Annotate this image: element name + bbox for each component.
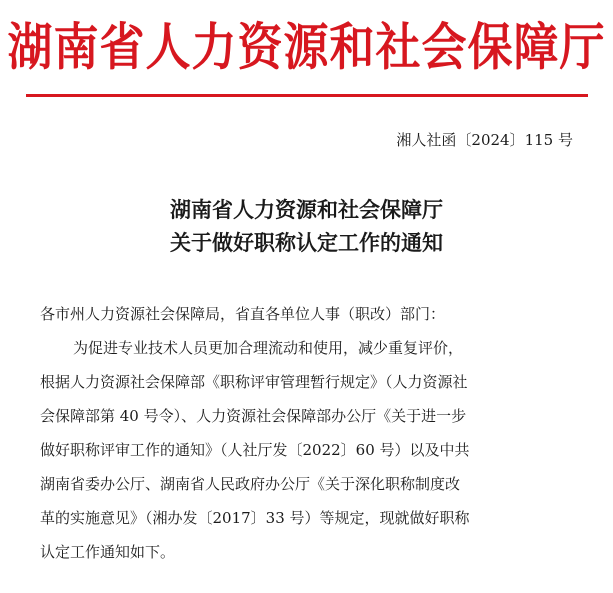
body-line-3: 会保障部第 40 号令）、人力资源社会保障部办公厅《关于进一步 bbox=[40, 407, 467, 425]
addressee: 各市州人力资源社会保障局，省直各单位人事（职改）部门： bbox=[40, 305, 446, 323]
document-number: 湘人社函〔2024〕115 号 bbox=[396, 131, 573, 149]
masthead-red-rule bbox=[26, 94, 588, 97]
body-line-1: 为促进专业技术人员更加合理流动和使用，减少重复评价， bbox=[73, 339, 464, 357]
body-line-7: 认定工作通知如下。 bbox=[40, 543, 176, 561]
body-line-5: 湖南省委办公厅、湖南省人民政府办公厅《关于深化职称制度改 bbox=[40, 475, 461, 493]
document-title-line-1: 湖南省人力资源和社会保障厅 bbox=[170, 198, 443, 222]
body-line-6: 革的实施意见》（湘办发〔2017〕33 号）等规定，现就做好职称 bbox=[40, 509, 470, 527]
body-line-2: 根据人力资源社会保障部《职称评审管理暂行规定》（人力资源社 bbox=[40, 373, 468, 391]
body-line-4: 做好职称评审工作的通知》（人社厅发〔2022〕60 号）以及中共 bbox=[40, 441, 470, 459]
document-title-line-2: 关于做好职称认定工作的通知 bbox=[170, 231, 443, 255]
masthead-title: 湖南省人力资源和社会保障厅 bbox=[7, 17, 606, 77]
